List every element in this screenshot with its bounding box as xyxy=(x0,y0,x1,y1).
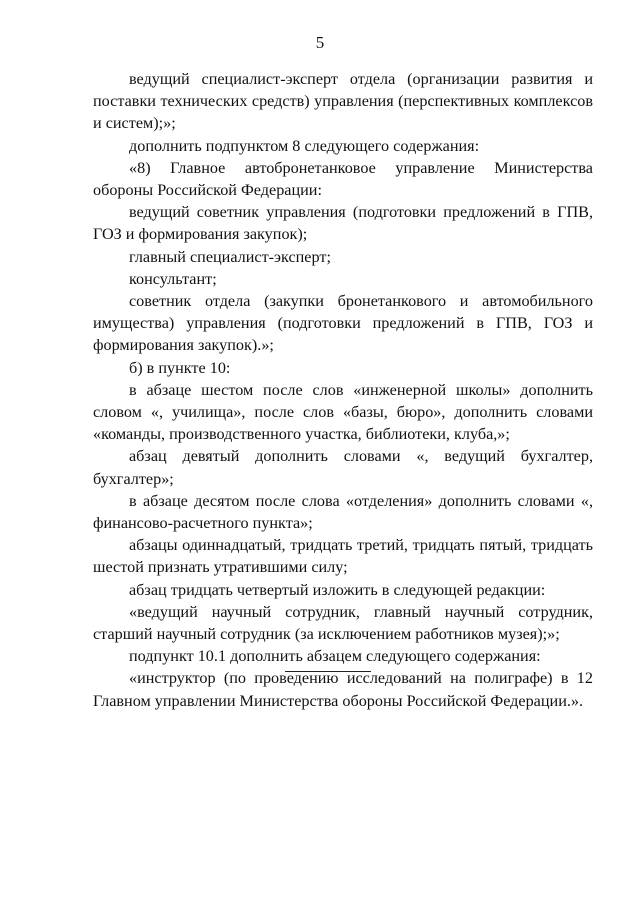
paragraph-specialist-expert: ведущий специалист-эксперт отдела (организации развития и поставки технических средств) управления (перспективных комплексов и систем);»; xyxy=(93,70,593,133)
paragraph-chief-specialist: главный специалист-эксперт; xyxy=(129,247,331,266)
paragraph-repealed-abzatsy: абзацы одиннадцатый, тридцать третий, тридцать пятый, тридцать шестой признать утратившими силу; xyxy=(93,536,593,577)
paragraph-subpoint-10-1: подпункт 10.1 дополнить абзацем следующего содержания: xyxy=(129,647,541,666)
paragraph-add-subpoint-8: дополнить подпунктом 8 следующего содержания: xyxy=(129,136,480,155)
closing-divider-line xyxy=(285,671,371,672)
paragraph-thirty-fourth-abzats: абзац тридцать четвертый изложить в следующей редакции: xyxy=(129,580,546,599)
paragraph-sixth-abzats: в абзаце шестом после слов «инженерной школы» дополнить словом «, училища», после слов «базы, бюро», дополнить словами «команды, производственного участка, библиотеки, клуба,»; xyxy=(93,380,593,444)
document-body xyxy=(93,68,593,712)
page-number: 5 xyxy=(315,33,325,52)
paragraph-point-10: б) в пункте 10: xyxy=(129,358,231,377)
paragraph-tenth-abzats: в абзаце десятом после слова «отделения» дополнить словами «, финансово-расчетного пункта»; xyxy=(93,491,593,533)
paragraph-ninth-abzats: абзац девятый дополнить словами «, ведущий бухгалтер, бухгалтер»; xyxy=(93,447,593,488)
paragraph-department-advisor: советник отдела (закупки бронетанкового и автомобильного имущества) управления (подготовки предложений в ГПВ, ГОЗ и формирования закупок).»; xyxy=(93,292,593,355)
paragraph-consultant: консультант; xyxy=(129,269,217,288)
paragraph-polygraph-instructor: «инструктор (по проведению исследований на полиграфе) в 12 Главном управлении Министерства обороны Российской Федерации.». xyxy=(93,669,593,710)
paragraph-main-armored-directorate: «8) Главное автобронетанковое управление Министерства обороны Российской Федерации: xyxy=(93,158,593,200)
paragraph-research-staff: «ведущий научный сотрудник, главный научный сотрудник, старший научный сотрудник (за исключением работников музея);»; xyxy=(93,602,593,644)
paragraph-leading-advisor: ведущий советник управления (подготовки предложений в ГПВ, ГОЗ и формирования закупок); xyxy=(93,203,593,244)
